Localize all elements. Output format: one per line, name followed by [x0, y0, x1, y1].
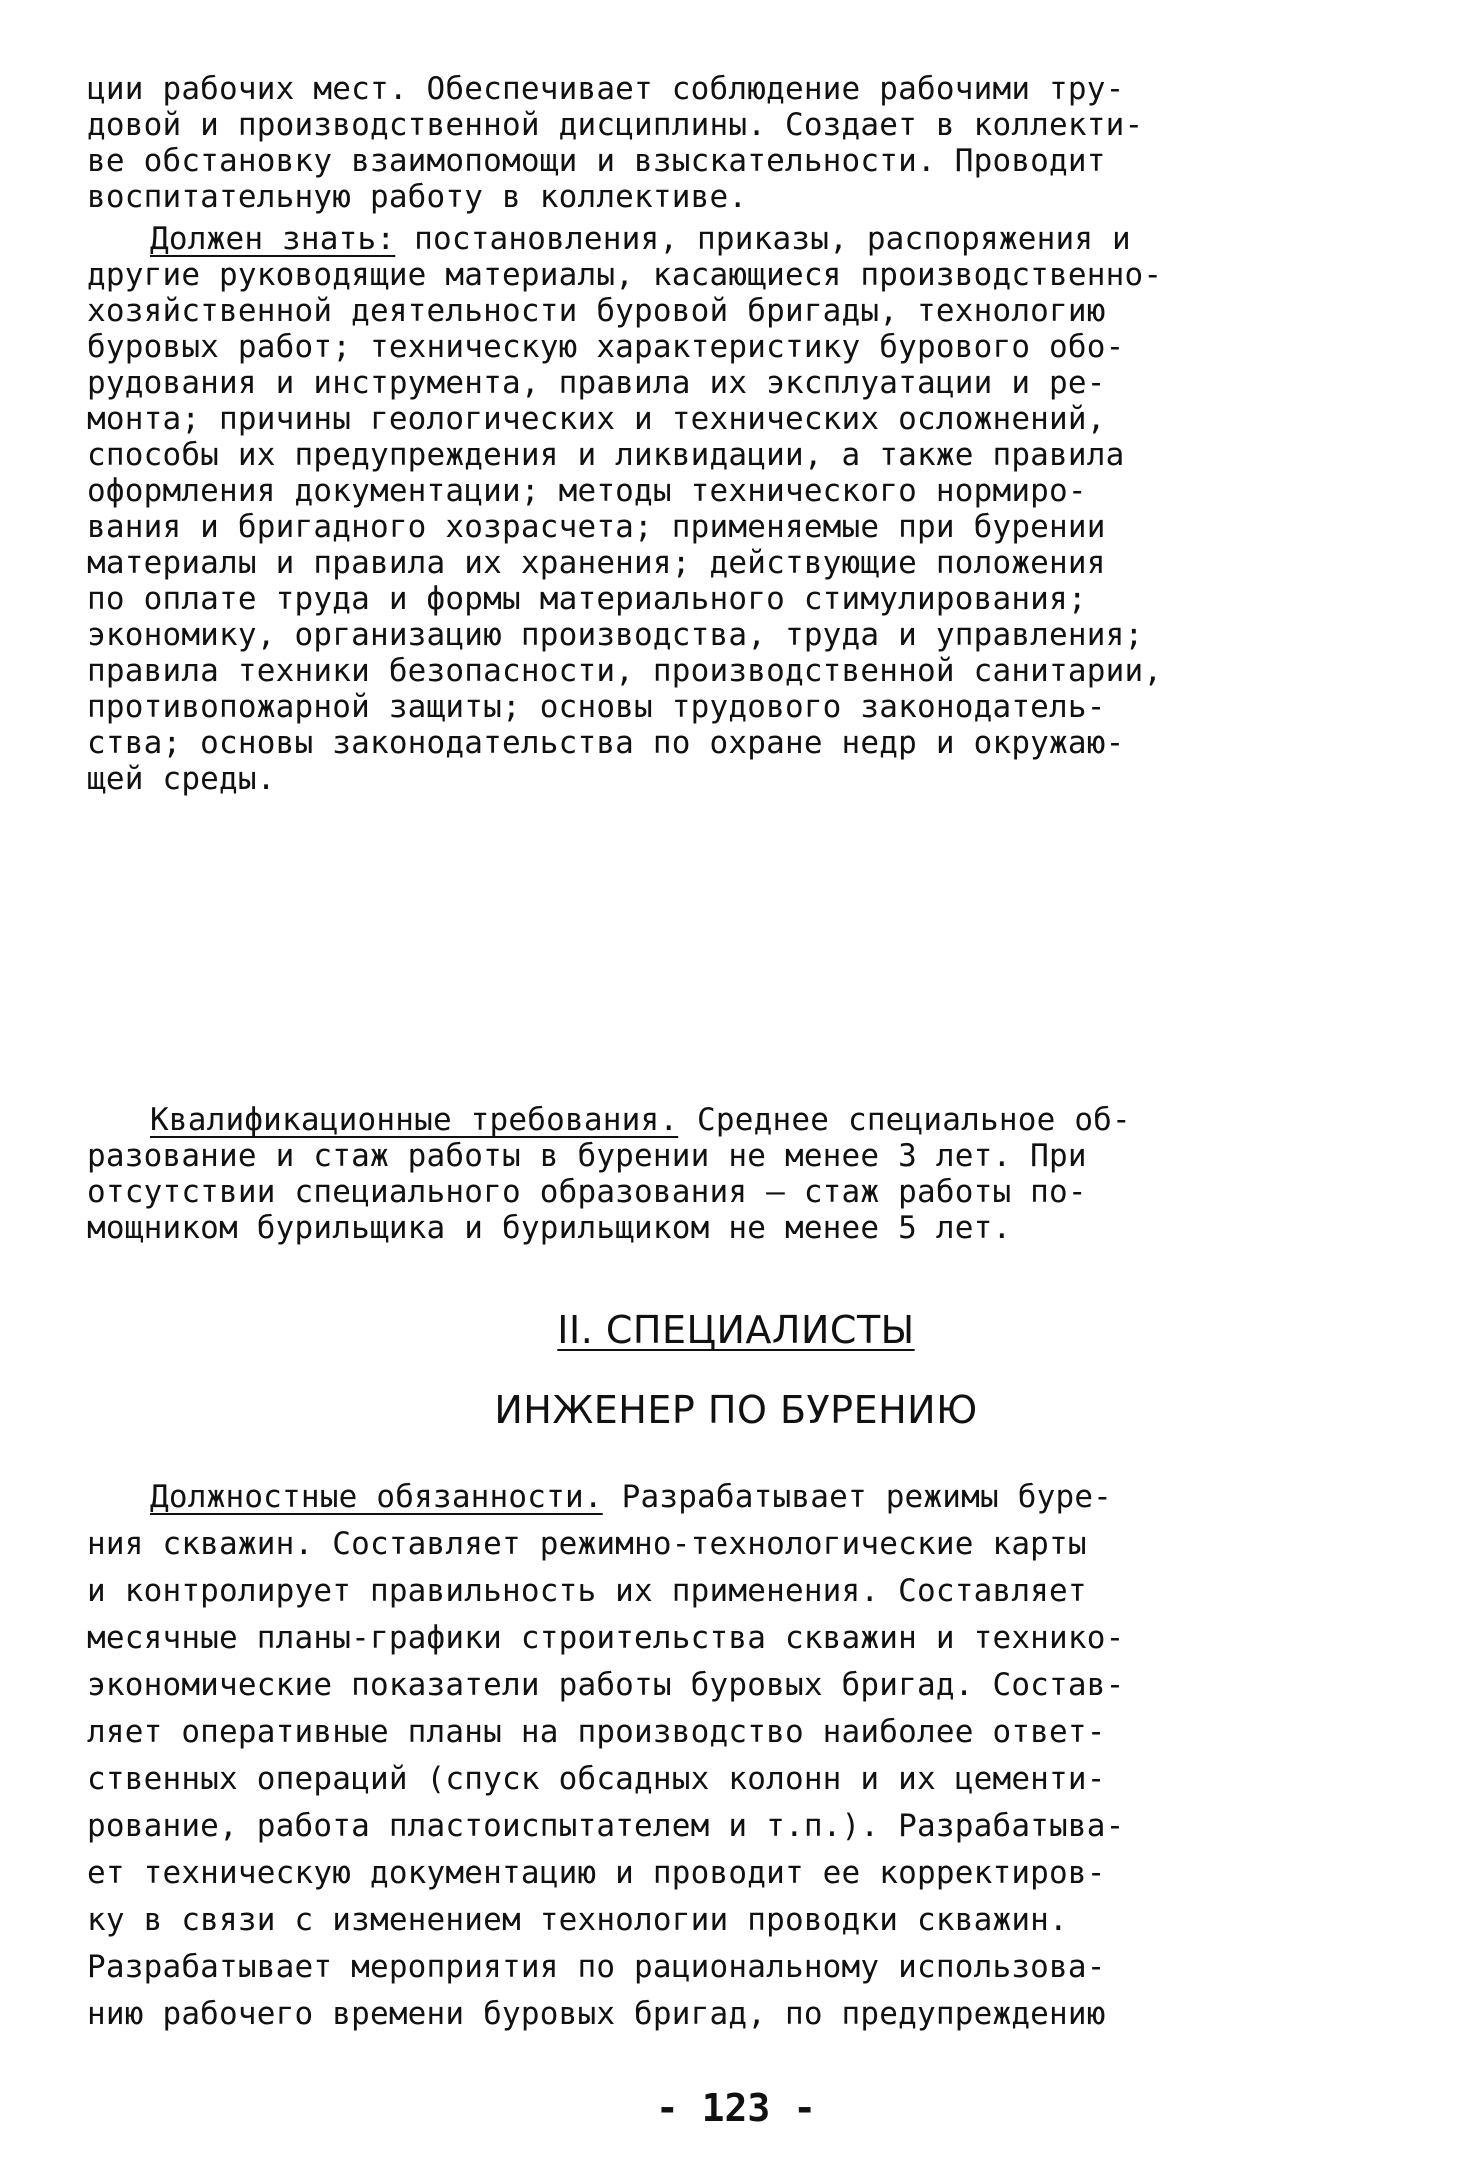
text-run: Разрабатывает режимы буре-: [602, 1479, 1113, 1515]
text-line: ляет оперативные планы на производство наиболее ответ-: [87, 1714, 1106, 1750]
text-line: правила техники безопасности, производственной санитарии,: [87, 653, 1163, 689]
page-number: - 123 -: [655, 2086, 817, 2130]
text-line: монта; причины геологических и технических осложнений,: [87, 401, 1106, 437]
text-line: ственных операций (спуск обсадных колонн и их цементи-: [87, 1761, 1106, 1797]
text-line: оформления документации; методы технического нормиро-: [87, 473, 1087, 509]
text-line: материалы и правила их хранения; действующие положения: [87, 545, 1106, 581]
section-heading: II. СПЕЦИАЛИСТЫ: [557, 1308, 915, 1352]
text-line: по оплате труда и формы материального стимулирования;: [87, 581, 1087, 617]
text-line: буровых работ; техническую характеристику бурового обо-: [87, 329, 1125, 365]
text-line: противопожарной защиты; основы трудового законодатель-: [87, 689, 1106, 725]
text-line: другие руководящие материалы, касающиеся производственно-: [87, 257, 1163, 293]
paragraph-label-qualification: Квалификационные требования.: [150, 1102, 679, 1138]
text-line: ет техническую документацию и проводит ее корректиров-: [87, 1855, 1106, 1891]
text-line: щей среды.: [87, 761, 276, 797]
job-title-heading: ИНЖЕНЕР ПО БУРЕНИЮ: [494, 1388, 978, 1432]
text-line: ства; основы законодательства по охране недр и окружаю-: [87, 725, 1125, 761]
text-run: Среднее специальное об-: [678, 1102, 1131, 1138]
text-line: рование, работа пластоиспытателем и т.п.). Разрабатыва-: [87, 1808, 1125, 1844]
text-line: ции рабочих мест. Обеспечивает соблюдение рабочими тру-: [87, 71, 1125, 107]
text-line: экономические показатели работы буровых бригад. Состав-: [87, 1667, 1125, 1703]
text-line: разование и стаж работы в бурении не менее 3 лет. При: [87, 1138, 1087, 1174]
text-line: и контролирует правильность их применения. Составляет: [87, 1573, 1087, 1609]
text-line: рудования и инструмента, правила их эксплуатации и ре-: [87, 365, 1106, 401]
text-line: ве обстановку взаимопомощи и взыскательности. Проводит: [87, 143, 1106, 179]
text-line: воспитательную работу в коллективе.: [87, 179, 748, 215]
text-line: экономику, организацию производства, труда и управления;: [87, 617, 1144, 653]
text-line: способы их предупреждения и ликвидации, а также правила: [87, 437, 1125, 473]
text-line: ния скважин. Составляет режимно-технологические карты: [87, 1526, 1087, 1562]
text-line: ку в связи с изменением технологии проводки скважин.: [87, 1902, 1068, 1938]
paragraph-label-must-know: Должен знать:: [150, 221, 396, 257]
text-line: довой и производственной дисциплины. Создает в коллекти-: [87, 107, 1144, 143]
paragraph-first-line: [150, 1474, 1112, 1520]
text-line: Разрабатывает мероприятия по рациональному использова-: [87, 1949, 1106, 1985]
paragraph-label-duties: Должностные обязанности.: [150, 1479, 603, 1515]
text-line: вания и бригадного хозрасчета; применяемые при бурении: [87, 509, 1106, 545]
text-line: отсутствии специального образования – стаж работы по-: [87, 1174, 1087, 1210]
text-line: месячные планы-графики строительства скважин и технико-: [87, 1620, 1125, 1656]
text-line: хозяйственной деятельности буровой бригады, технологию: [87, 293, 1106, 329]
text-line: мощником бурильщика и бурильщиком не менее 5 лет.: [87, 1210, 1012, 1246]
text-line: нию рабочего времени буровых бригад, по предупреждению: [87, 1996, 1106, 2032]
text-run: постановления, приказы, распоряжения и: [395, 221, 1131, 257]
